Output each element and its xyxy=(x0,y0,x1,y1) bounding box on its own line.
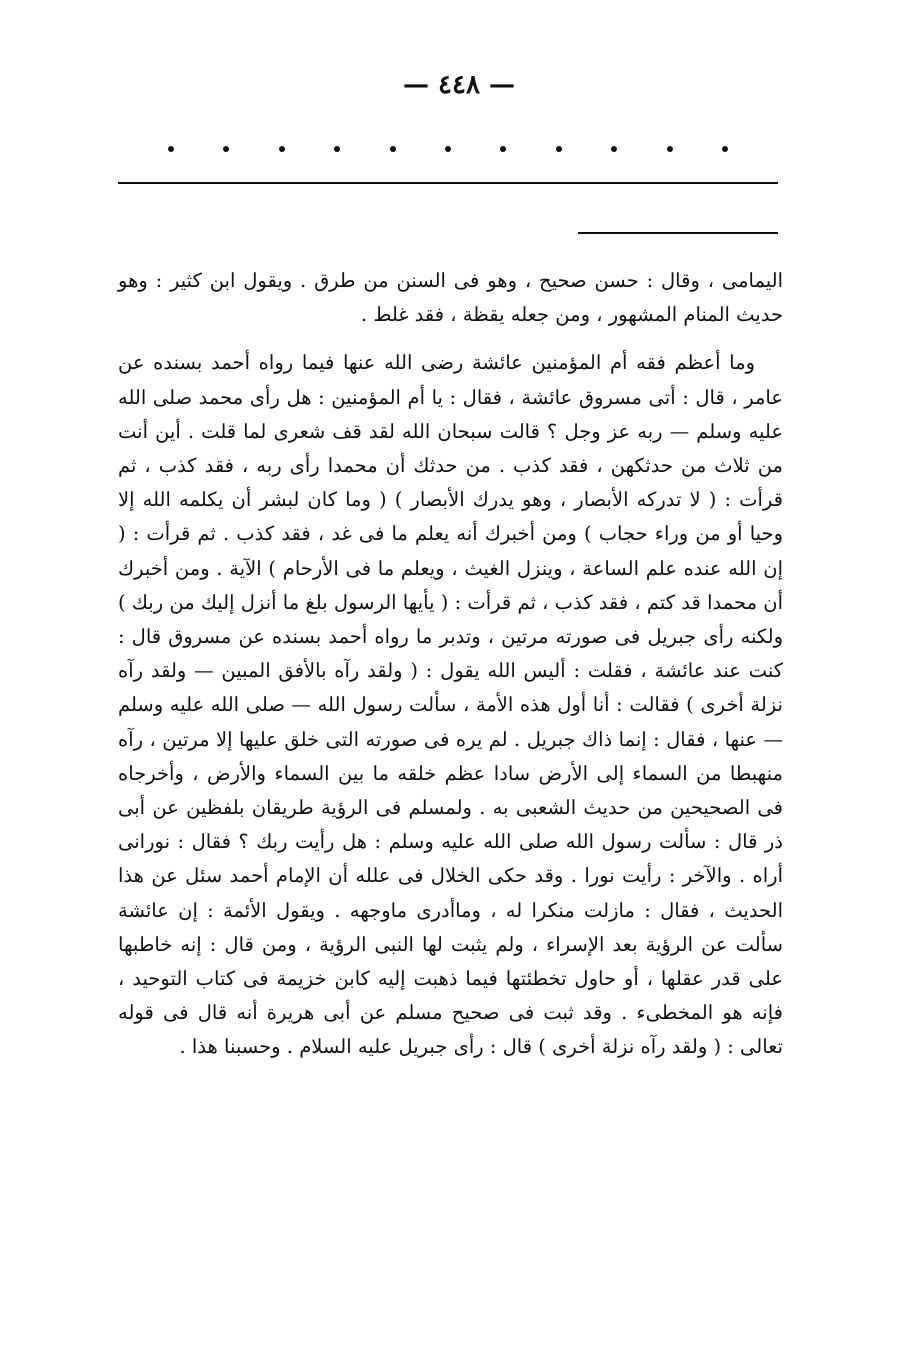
ornament-dot xyxy=(556,146,562,152)
footnote-separator-rule xyxy=(118,182,778,184)
ornament-dot xyxy=(390,146,396,152)
footnote-short-rule xyxy=(578,232,778,234)
body-text xyxy=(118,264,783,1065)
ornament-dot xyxy=(279,146,285,152)
paragraph-main: وما أعظم فقه أم المؤمنين عائشة رضى الله عنها فيما رواه أحمد بسنده عن عامر ، قال : أتى مسروق عائشة ، فقال : يا أم المؤمنين : هل رأى محمد صلى الله عليه وسلم — ربه عز وجل ؟ قالت سبحان الله لقد قف شعرى لما قلت . أين أنت من ثلاث من حدثكهن ، فقد كذب . من حدثك أن محمدا رأى ربه ، فقد كذب ، ثم قرأت : ( لا تدركه الأبصار ، وهو يدرك الأبصار ) ( وما كان لبشر أن يكلمه الله إلا وحيا أو من وراء حجاب ) ومن أخبرك أنه يعلم ما فى غد ، فقد كذب . ثم قرأت : ( إن الله عنده علم الساعة ، وينزل الغيث ، ويعلم ما فى الأرحام ) الآية . ومن أخبرك أن محمدا قد كتم ، فقد كذب ، ثم قرأت : ( يأيها الرسول بلغ ما أنزل إليك من ربك ) ولكنه رأى جبريل فى صورته مرتين ، وتدبر ما رواه أحمد بسنده عن مسروق قال : كنت عند عائشة ، فقلت : أليس الله يقول : ( ولقد رآه بالأفق المبين — ولقد رآه نزلة أخرى ) فقالت : أنا أول هذه الأمة ، سألت رسول الله — صلى الله عليه وسلم — عنها ، فقال : إنما ذاك جبريل . لم يره فى صورته التى خلق عليها إلا مرتين ، رآه منهبطا من السماء إلى الأرض سادا عظم خلقه ما بين السماء والأرض ، وأخرجاه فى الصحيحين من حديث الشعبى به . ولمسلم فى الرؤية طريقان بلفظين عن أبى ذر قال : سألت رسول الله صلى الله عليه وسلم : هل رأيت ربك ؟ فقال : نورانى أراه . والآخر : رأيت نورا . وقد حكى الخلال فى علله أن الإمام أحمد سئل عن هذا الحديث ، فقال : مازلت منكرا له ، وماأدرى ماوجهه . ويقول الأئمة : إن عائشة سألت عن الرؤية بعد الإسراء ، ولم يثبت لها النبى الرؤية ، ومن قال : إنه خاطبها على قدر عقلها ، أو حاول تخطئتها فيما ذهبت إليه كابن خزيمة فى كتاب التوحيد ، فإنه هو المخطىء . وقد ثبت فى صحيح مسلم عن أبى هريرة أنه قال فى قوله تعالى : ( ولقد رآه نزلة أخرى ) قال : رأى جبريل عليه السلام . وحسبنا هذا . xyxy=(118,351,784,1059)
ornament-dot xyxy=(667,146,673,152)
ornamental-dots-row xyxy=(168,146,728,152)
ornament-dot xyxy=(722,146,728,152)
ornament-dot xyxy=(445,146,451,152)
paragraph-continuation: اليمامى ، وقال : حسن صحيح ، وهو فى السنن من طرق . ويقول ابن كثير : وهو حديث المنام المشهور ، ومن جعله يقظة ، فقد غلط . xyxy=(118,269,783,327)
ornament-dot xyxy=(611,146,617,152)
ornament-dot xyxy=(223,146,229,152)
page-number: — ٤٤٨ — xyxy=(402,70,516,100)
ornament-dot xyxy=(168,146,174,152)
ornament-dot xyxy=(334,146,340,152)
ornament-dot xyxy=(500,146,506,152)
